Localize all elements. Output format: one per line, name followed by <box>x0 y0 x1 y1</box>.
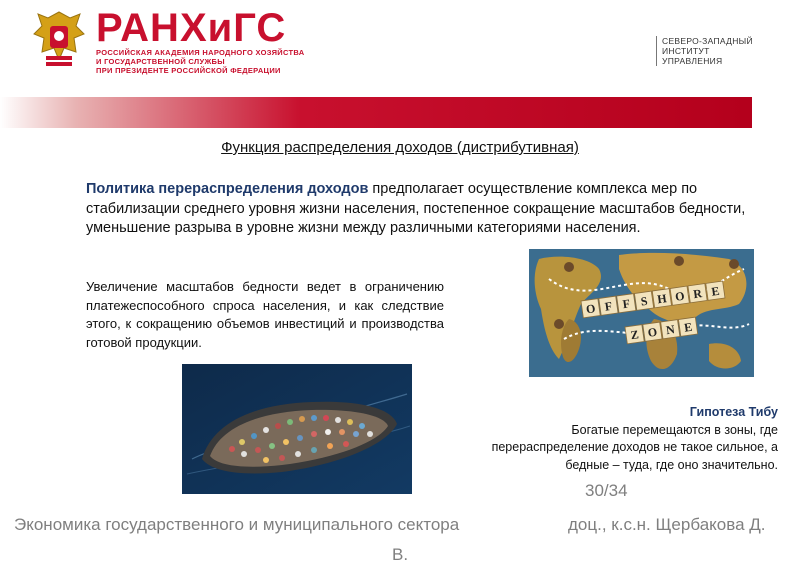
institute-line-3: УПРАВЛЕНИЯ <box>662 56 723 66</box>
offshore-map-image <box>529 249 754 377</box>
poverty-paragraph: Увеличение масштабов бедности ведет в ограничению платежеспособного спроса населения, и как следствие этого, к сокращению объемов инвестиций и производства готовой продукции. <box>86 279 444 350</box>
tiebout-block <box>440 404 778 474</box>
tile-letter: F <box>621 296 631 312</box>
footer-author-tail: В. <box>392 545 409 564</box>
tile-letter: O <box>674 288 686 304</box>
slide-title: Функция распределения доходов (дистрибутивная) <box>221 139 579 156</box>
tile-letter: H <box>656 291 668 307</box>
tile-letter: S <box>639 293 649 309</box>
tile-letter: R <box>692 286 703 302</box>
intro-text: предполагает осуществление комплекса мер по стабилизации среднего уровня жизни населения, постепенное сокращение масштабов бедности, уменьшение разрыва в уровне жизни между различными категориями населения. <box>86 181 746 236</box>
tile-letter: F <box>603 298 614 314</box>
institute-label <box>656 36 753 66</box>
tile-letter: E <box>710 283 721 299</box>
brand-line-1: РОССИЙСКАЯ АКАДЕМИЯ НАРОДНОГО ХОЗЯЙСТВА <box>96 48 305 57</box>
institute-line-1: СЕВЕРО-ЗАПАДНЫЙ <box>662 36 753 46</box>
tiebout-line-2: перераспределение доходов не такое сильное, а <box>491 440 778 454</box>
footer-course: Экономика государственного и муниципального сектора <box>14 515 460 534</box>
ranepa-emblem-icon <box>30 8 88 74</box>
tiebout-line-1: Богатые перемещаются в зоны, где <box>571 422 778 437</box>
tile-letter: E <box>683 319 694 335</box>
tile-letter: O <box>585 301 597 317</box>
brand-block <box>96 8 304 75</box>
institute-line-2: ИНСТИТУТ <box>662 46 710 56</box>
page-number: 30/34 <box>585 481 628 500</box>
intro-paragraph <box>86 180 758 239</box>
brand-abbr: РАНХиГС <box>96 6 287 50</box>
intro-highlight: Политика перераспределения доходов <box>86 181 369 197</box>
brand-line-2: И ГОСУДАРСТВЕННОЙ СЛУЖБЫ <box>96 57 225 66</box>
footer-author: доц., к.с.н. Щербакова Д. <box>568 515 766 534</box>
tile-letter: O <box>646 324 659 340</box>
header-red-bar <box>0 97 752 128</box>
brand-line-3: ПРИ ПРЕЗИДЕНТЕ РОССИЙСКОЙ ФЕДЕРАЦИИ <box>96 66 281 75</box>
tiebout-heading: Гипотеза Тибу <box>689 405 778 419</box>
migrant-boat-image <box>182 364 412 494</box>
tiebout-line-3: бедные – туда, где оно значительно. <box>565 457 778 472</box>
tile-letter: Z <box>629 327 640 343</box>
tile-letter: N <box>665 322 676 338</box>
